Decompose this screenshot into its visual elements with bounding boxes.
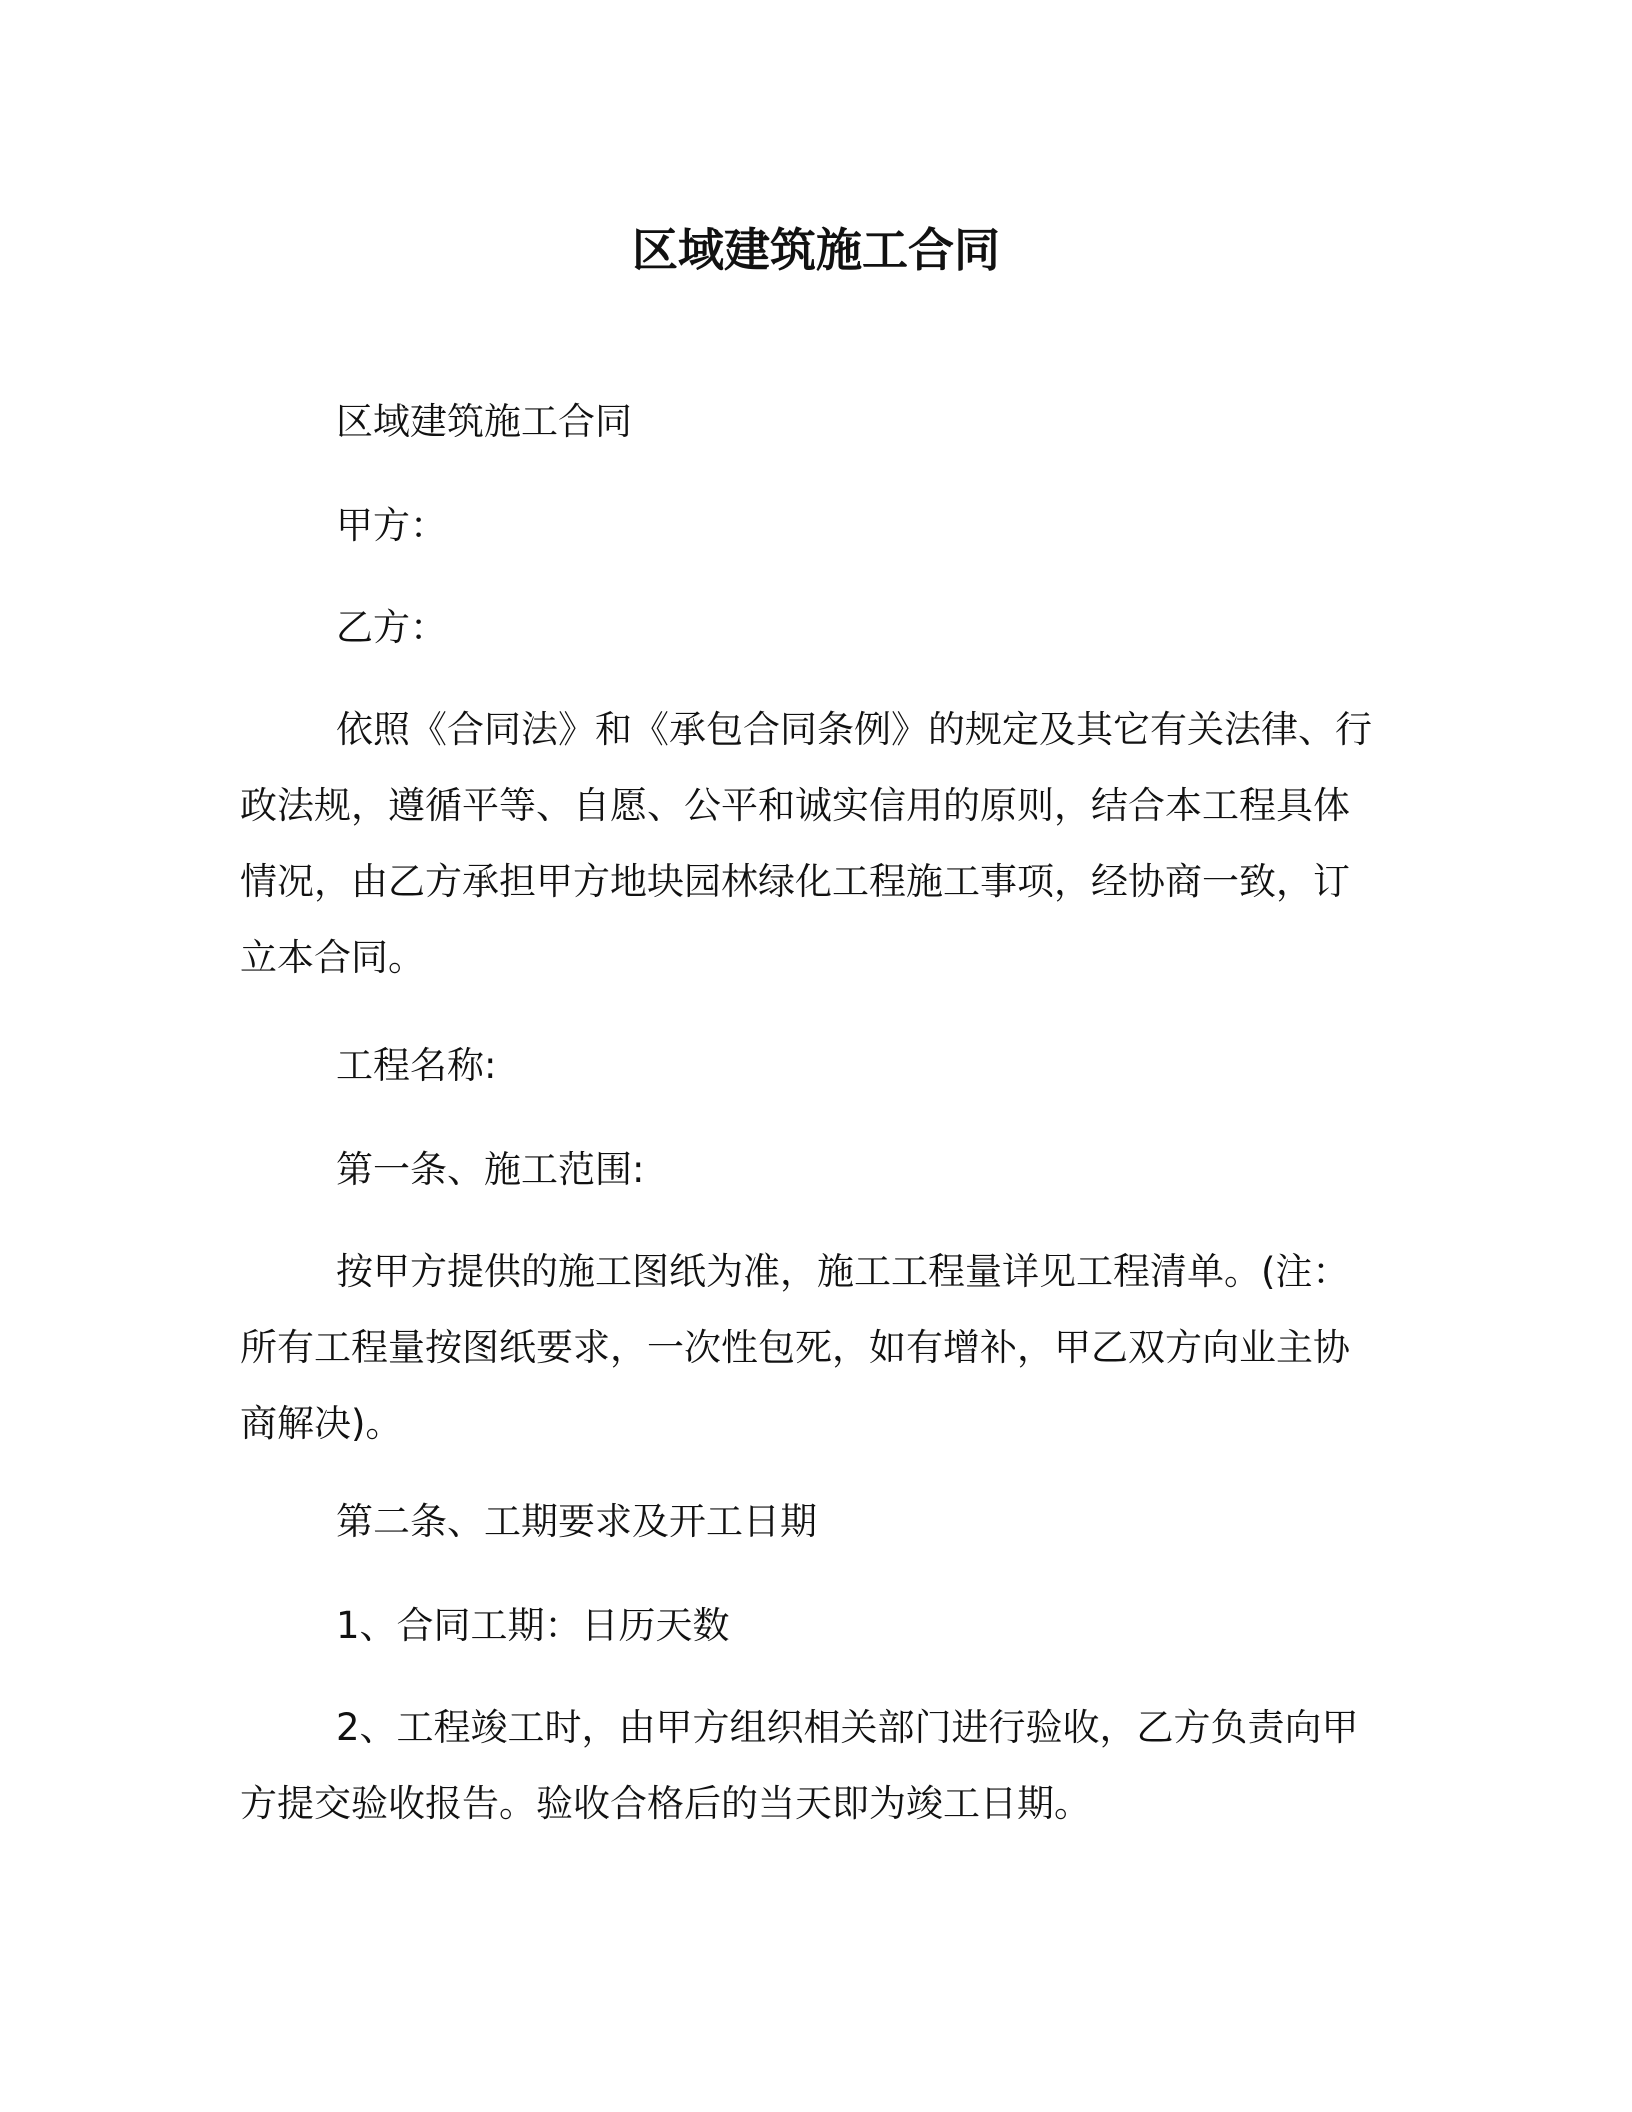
document-title: 区域建筑施工合同 <box>632 223 1000 277</box>
article-1-body: 按甲方提供的施工图纸为准，施工工程量详见工程清单。(注：所有工程量按图纸要求，一次性包死，如有增补，甲乙双方向业主协商解决)。 <box>240 1250 1350 1445</box>
party-a-label: 甲方： <box>336 504 447 547</box>
preamble-paragraph: 依照《合同法》和《承包合同条例》的规定及其它有关法律、行政法规，遵循平等、自愿、公平和诚实信用的原则，结合本工程具体情况，由乙方承担甲方地块园林绿化工程施工事项，经协商一致，订立本合同。 <box>240 708 1372 979</box>
article-2-heading: 第二条、工期要求及开工日期 <box>336 1500 817 1543</box>
article-2-item-1: 1、合同工期：日历天数 <box>336 1604 730 1647</box>
article-1-heading: 第一条、施工范围: <box>336 1148 645 1191</box>
contract-subtitle: 区域建筑施工合同 <box>336 400 632 443</box>
project-name-label: 工程名称: <box>336 1044 497 1087</box>
party-b-label: 乙方： <box>336 606 447 649</box>
article-2-item-2: 2、工程竣工时，由甲方组织相关部门进行验收，乙方负责向甲方提交验收报告。验收合格后的当天即为竣工日期。 <box>240 1706 1359 1825</box>
